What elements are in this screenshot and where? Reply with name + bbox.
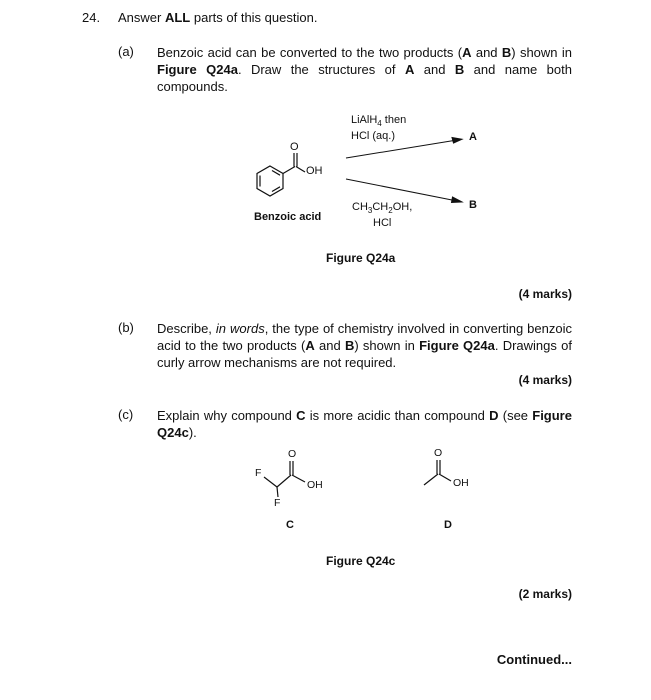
- part-a-B: B: [501, 45, 512, 60]
- part-a-A: A: [462, 45, 472, 60]
- part-b-italic: in words: [215, 321, 265, 336]
- part-b-B: B: [344, 338, 355, 353]
- product-a-label: A: [469, 131, 477, 143]
- part-c-fig: Figure Q24c: [157, 408, 572, 440]
- reagent-top-1: LiAlH: [351, 114, 378, 126]
- part-c-t1: Explain why compound: [157, 408, 297, 423]
- reagent-top-1-sub: 4: [377, 119, 382, 129]
- rb-1c: OH,: [392, 201, 413, 213]
- part-a-t6: and name both compounds.: [157, 62, 572, 94]
- benzoic-o-label: O: [290, 141, 299, 153]
- c-oh-label: OH: [307, 479, 323, 491]
- c-o-label: O: [288, 448, 297, 460]
- part-a-fig: Figure Q24a: [157, 62, 238, 77]
- intro-post: parts of this question.: [190, 10, 318, 25]
- rb-1a: CH: [352, 201, 368, 213]
- question-number: 24.: [82, 10, 101, 25]
- c-f-label-1: F: [255, 467, 262, 479]
- d-oh-label: OH: [453, 477, 469, 489]
- benzoic-oh-label: OH: [306, 165, 323, 177]
- part-c-marks: (2 marks): [518, 587, 572, 601]
- c-oh-bond: [292, 475, 305, 482]
- part-b-label: (b): [118, 320, 134, 335]
- compound-d-label: D: [444, 519, 452, 531]
- figure-q24c-caption: Figure Q24c: [326, 554, 396, 568]
- reagent-top-line2: HCl (aq.): [351, 130, 396, 142]
- rb-1b-sub: 2: [388, 206, 393, 216]
- part-b-fig: Figure Q24a: [419, 338, 495, 353]
- part-c-D: D: [489, 408, 499, 423]
- part-a-t3: ) shown in: [511, 45, 572, 60]
- c-f2-bond: [277, 487, 278, 497]
- part-a-label: (a): [118, 44, 134, 59]
- part-a-B2: B: [454, 62, 465, 77]
- part-b-t1: Describe,: [157, 321, 216, 336]
- benzoic-acid-label: Benzoic acid: [254, 211, 322, 223]
- part-b-t5: . Drawings of curly arrow mechanisms are not required.: [157, 338, 572, 370]
- d-o-label: O: [434, 447, 443, 459]
- part-a-A2: A: [404, 62, 415, 77]
- part-b-t4: ) shown in: [354, 338, 420, 353]
- reagent-top-1-post: then: [381, 114, 407, 126]
- rb-1b: CH: [372, 201, 389, 213]
- compound-d-skeleton: [424, 460, 451, 485]
- part-a-t1: Benzoic acid can be converted to the two products (: [157, 45, 463, 60]
- intro-pre: Answer: [118, 10, 165, 25]
- continued-label: Continued...: [496, 652, 572, 667]
- rb-1a-sub: 3: [367, 206, 373, 216]
- part-c-t4: ).: [188, 425, 197, 440]
- part-c-t2: is more acidic than compound: [305, 408, 490, 423]
- intro-bold: ALL: [164, 10, 191, 25]
- part-c-label: (c): [118, 407, 134, 422]
- c-chain-bond: [277, 475, 291, 487]
- part-a-marks: (4 marks): [518, 287, 572, 301]
- part-b-marks: (4 marks): [518, 373, 572, 387]
- part-a-t4: . Draw the structures of: [237, 62, 405, 77]
- d-oh-bond: [439, 474, 451, 481]
- part-a-t5: and: [414, 62, 455, 77]
- reagent-bottom-line2: HCl: [373, 217, 392, 229]
- d-chain-bond: [424, 474, 438, 485]
- figure-q24a-caption: Figure Q24a: [326, 251, 396, 265]
- part-c-C: C: [296, 408, 306, 423]
- part-a-t2: and: [471, 45, 502, 60]
- part-b-A: A: [305, 338, 315, 353]
- part-c-t3: (see: [498, 408, 533, 423]
- part-b-t3: and: [314, 338, 345, 353]
- c-f-label-2: F: [274, 497, 281, 509]
- compound-c-label: C: [286, 519, 294, 531]
- product-b-label: B: [469, 199, 477, 211]
- c-f1-bond: [264, 477, 277, 487]
- part-b-t2: , the type of chemistry involved in converting benzoic acid to the two products (: [157, 321, 572, 353]
- compound-c-skeleton: [264, 461, 305, 497]
